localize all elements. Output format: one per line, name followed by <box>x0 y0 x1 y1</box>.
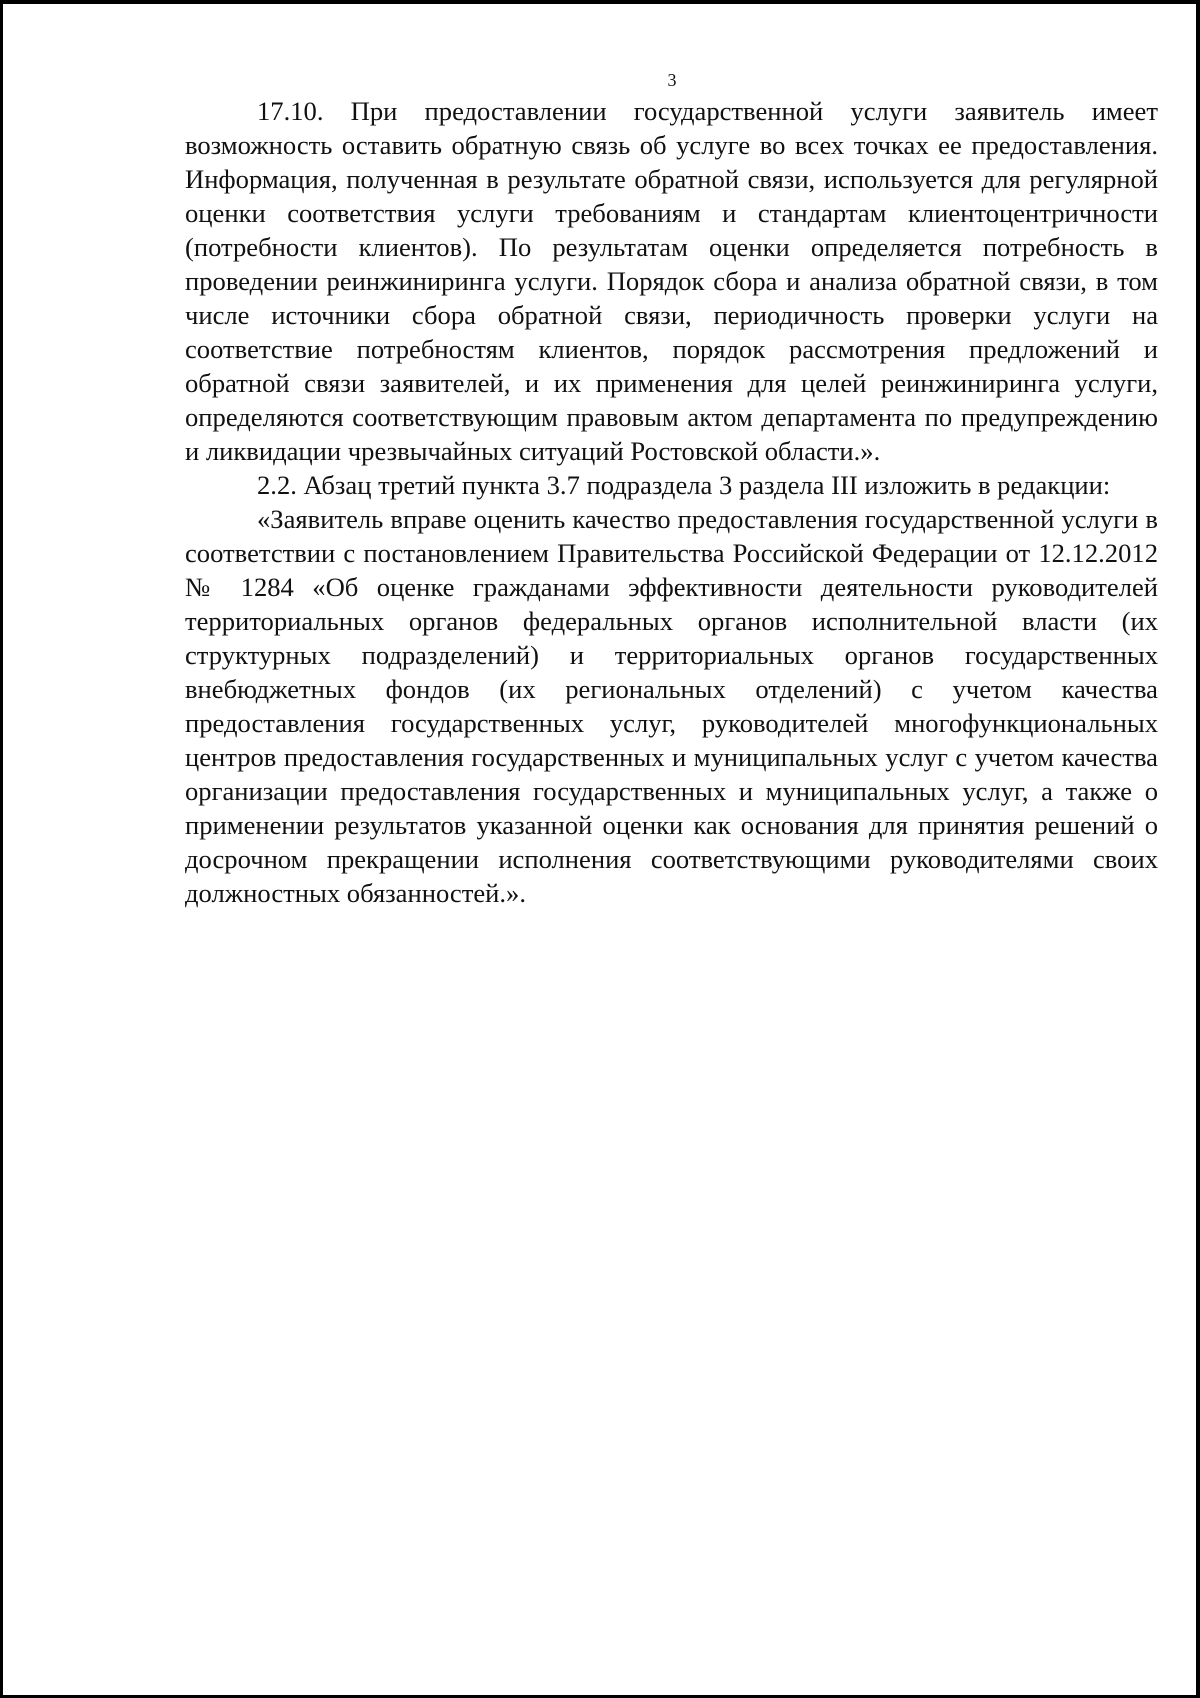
scan-border-top <box>0 0 1200 4</box>
scan-border-left <box>0 0 3 1698</box>
paragraph-2-2: 2.2. Абзац третий пункта 3.7 подраздела 3 раздела III изложить в редакции: <box>257 470 1111 500</box>
page-number: 3 <box>667 70 677 90</box>
document-body <box>185 94 1158 910</box>
scan-border-right <box>1196 0 1200 1698</box>
paragraph-17-10: 17.10. При предоставлении государственной услуги заявитель имеет возможность оставить обратную связь об услуге во всех точках ее предоставления. Информация, полученная в результате обратной связи, используется для регулярной оценки соответствия услуги требованиям и стандартам клиентоцентричности (потребности клиентов). По результатам оценки определяется потребность в проведении реинжиниринга услуги. Порядок сбора и анализа обратной связи, в том числе источники сбора обратной связи, периодичность проверки услуги на соответствие потребностям клиентов, порядок рассмотрения предложений и обратной связи заявителей, и их применения для целей реинжиниринга услуги, определяются соответствующим правовым актом департамента по предупреждению и ликвидации чрезвычайных ситуаций Ростовской области.». <box>185 96 1158 466</box>
paragraph-quoted-amendment: «Заявитель вправе оценить качество предоставления государственной услуги в соответствии с постановлением Правительства Российской Федерации от 12.12.2012 № 1284 «Об оценке гражданами эффективности деятельности руководителей территориальных органов федеральных органов исполнительной власти (их структурных подразделений) и территориальных органов государственных внебюджетных фондов (их региональных отделений) с учетом качества предоставления государственных услуг, руководителей многофункциональных центров предоставления государственных и муниципальных услуг с учетом качества организации предоставления государственных и муниципальных услуг, а также о применении результатов указанной оценки как основания для принятия решений о досрочном прекращении исполнения соответствующими руководителями своих должностных обязанностей.». <box>185 504 1158 908</box>
